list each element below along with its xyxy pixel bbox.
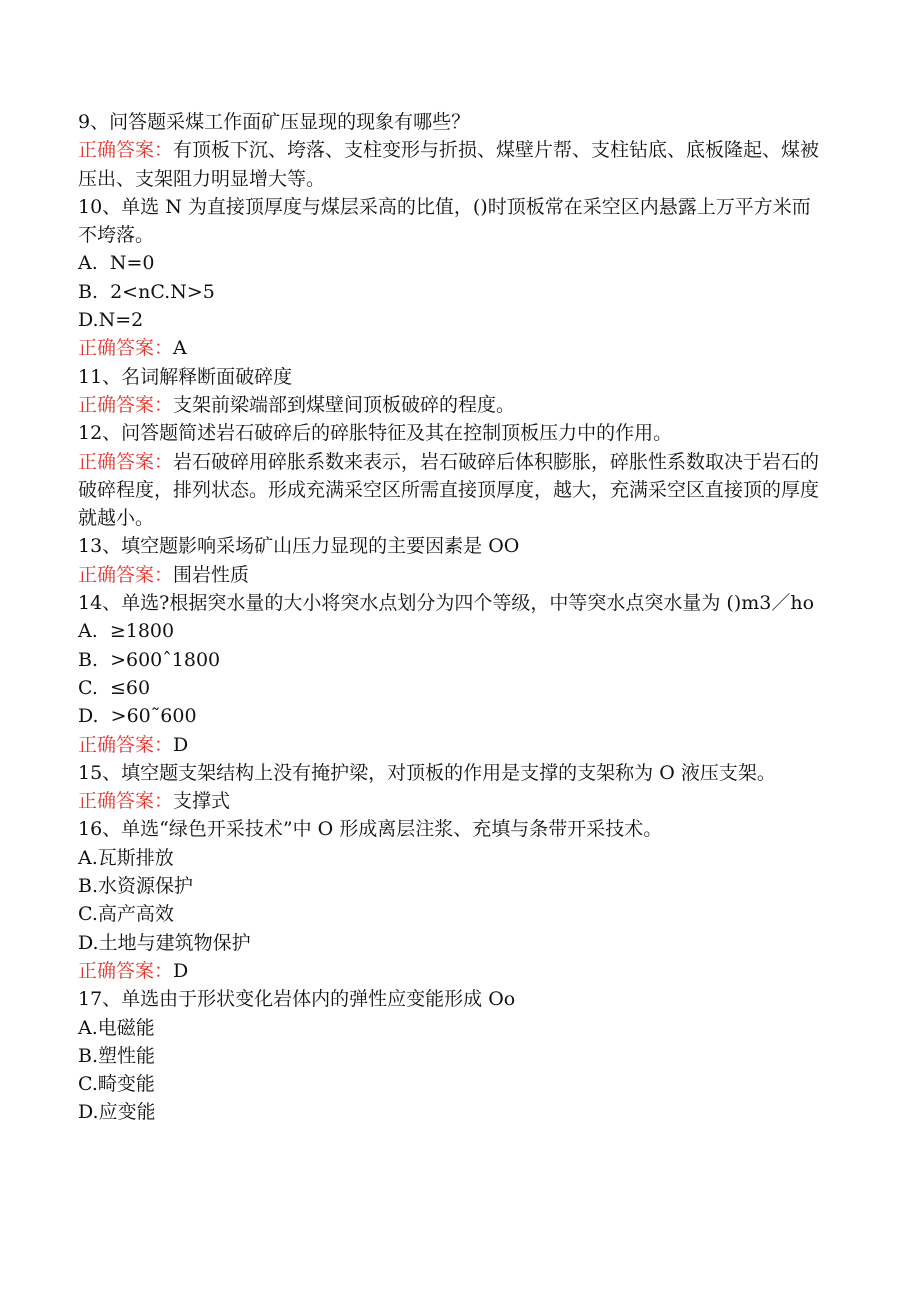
answer-line [78, 391, 826, 419]
answer-value: 支架前梁端部到煤壁间顶板破碎的程度。 [173, 393, 516, 416]
question-stem: 12、问答题简述岩石破碎后的碎胀特征及其在控制顶板压力中的作用。 [78, 422, 673, 445]
answer-label: 正确答案： [78, 337, 174, 360]
answer-line [78, 136, 826, 193]
question-stem: 9、问答题采煤工作面矿压显现的现象有哪些？ [78, 111, 471, 133]
answer-value: A [173, 337, 187, 360]
answer-line [78, 787, 826, 815]
answer-label: 正确答案： [78, 563, 174, 586]
option-item: C.畸变能 [78, 1073, 155, 1096]
question-block [78, 815, 826, 985]
answer-value: 围岩性质 [173, 563, 250, 586]
answer-value: 岩石破碎用碎胀系数来表示，岩石破碎后体积膨胀，碎胀性系数取决于岩石的破碎程度，排列状态。形成充满采空区所需直接顶厚度，越大，充满采空区直接顶的厚度就越小。 [78, 450, 820, 530]
option-item: B.水资源保护 [78, 875, 194, 898]
answer-label: 正确答案： [78, 393, 174, 416]
answer-value: 有顶板下沉、垮落、支柱变形与折损、煤壁片帮、支柱钻底、底板隆起、煤被压出、支架阻力明显增大等。 [78, 139, 820, 190]
option-item: B.塑性能 [78, 1044, 156, 1067]
option-item: A.瓦斯排放 [78, 846, 174, 869]
question-page [78, 108, 826, 1127]
option-item: B. >600ˆ1800 [78, 648, 221, 671]
option-item: A. N=0 [78, 252, 155, 275]
option-item: C.高产高效 [78, 903, 174, 926]
option-item: D.土地与建筑物保护 [78, 931, 251, 954]
question-block [78, 363, 826, 420]
question-block [78, 759, 826, 816]
option-item: D.N=2 [78, 309, 144, 332]
question-block [78, 419, 826, 532]
question-block [78, 985, 826, 1126]
option-item: A. ≥1800 [78, 620, 175, 643]
answer-label: 正确答案： [78, 450, 174, 473]
answer-label: 正确答案： [78, 959, 174, 982]
question-stem: 11、名词解释断面破碎度 [78, 365, 293, 388]
option-item: D.应变能 [78, 1101, 156, 1124]
answer-value: D [173, 733, 189, 756]
option-item: B. 2<nC.N>5 [78, 280, 215, 303]
answer-line [78, 731, 826, 759]
option-item: D. >60˜600 [78, 705, 197, 728]
question-block [78, 193, 826, 363]
question-block [78, 532, 826, 589]
answer-line [78, 334, 826, 362]
question-stem: 10、单选 N 为直接顶厚度与煤层采高的比值，()时顶板常在采空区内悬露上万平方米而不垮落。 [78, 195, 811, 247]
question-stem: 14、单选?根据突水量的大小将突水点划分为四个等级，中等突水点突水量为 ()m3／ho [78, 592, 815, 615]
answer-value: 支撑式 [173, 790, 231, 813]
answer-line [78, 561, 826, 589]
answer-line [78, 448, 826, 533]
answer-value: D [173, 959, 189, 982]
option-item: A.电磁能 [78, 1016, 155, 1039]
answer-label: 正确答案： [78, 139, 174, 162]
question-stem: 13、填空题影响采场矿山压力显现的主要因素是 OO [78, 535, 520, 558]
answer-label: 正确答案： [78, 733, 174, 756]
question-block [78, 589, 826, 759]
question-stem: 16、单选“绿色开采技术”中 O 形成离层注浆、充填与条带开采技术。 [78, 818, 663, 841]
question-block [78, 108, 826, 193]
answer-line [78, 957, 826, 985]
option-item: C. ≤60 [78, 676, 151, 699]
answer-label: 正确答案： [78, 790, 174, 813]
question-stem: 17、单选由于形状变化岩体内的弹性应变能形成 Oo [78, 988, 516, 1011]
question-stem: 15、填空题支架结构上没有掩护梁，对顶板的作用是支撑的支架称为 O 液压支架。 [78, 761, 776, 784]
